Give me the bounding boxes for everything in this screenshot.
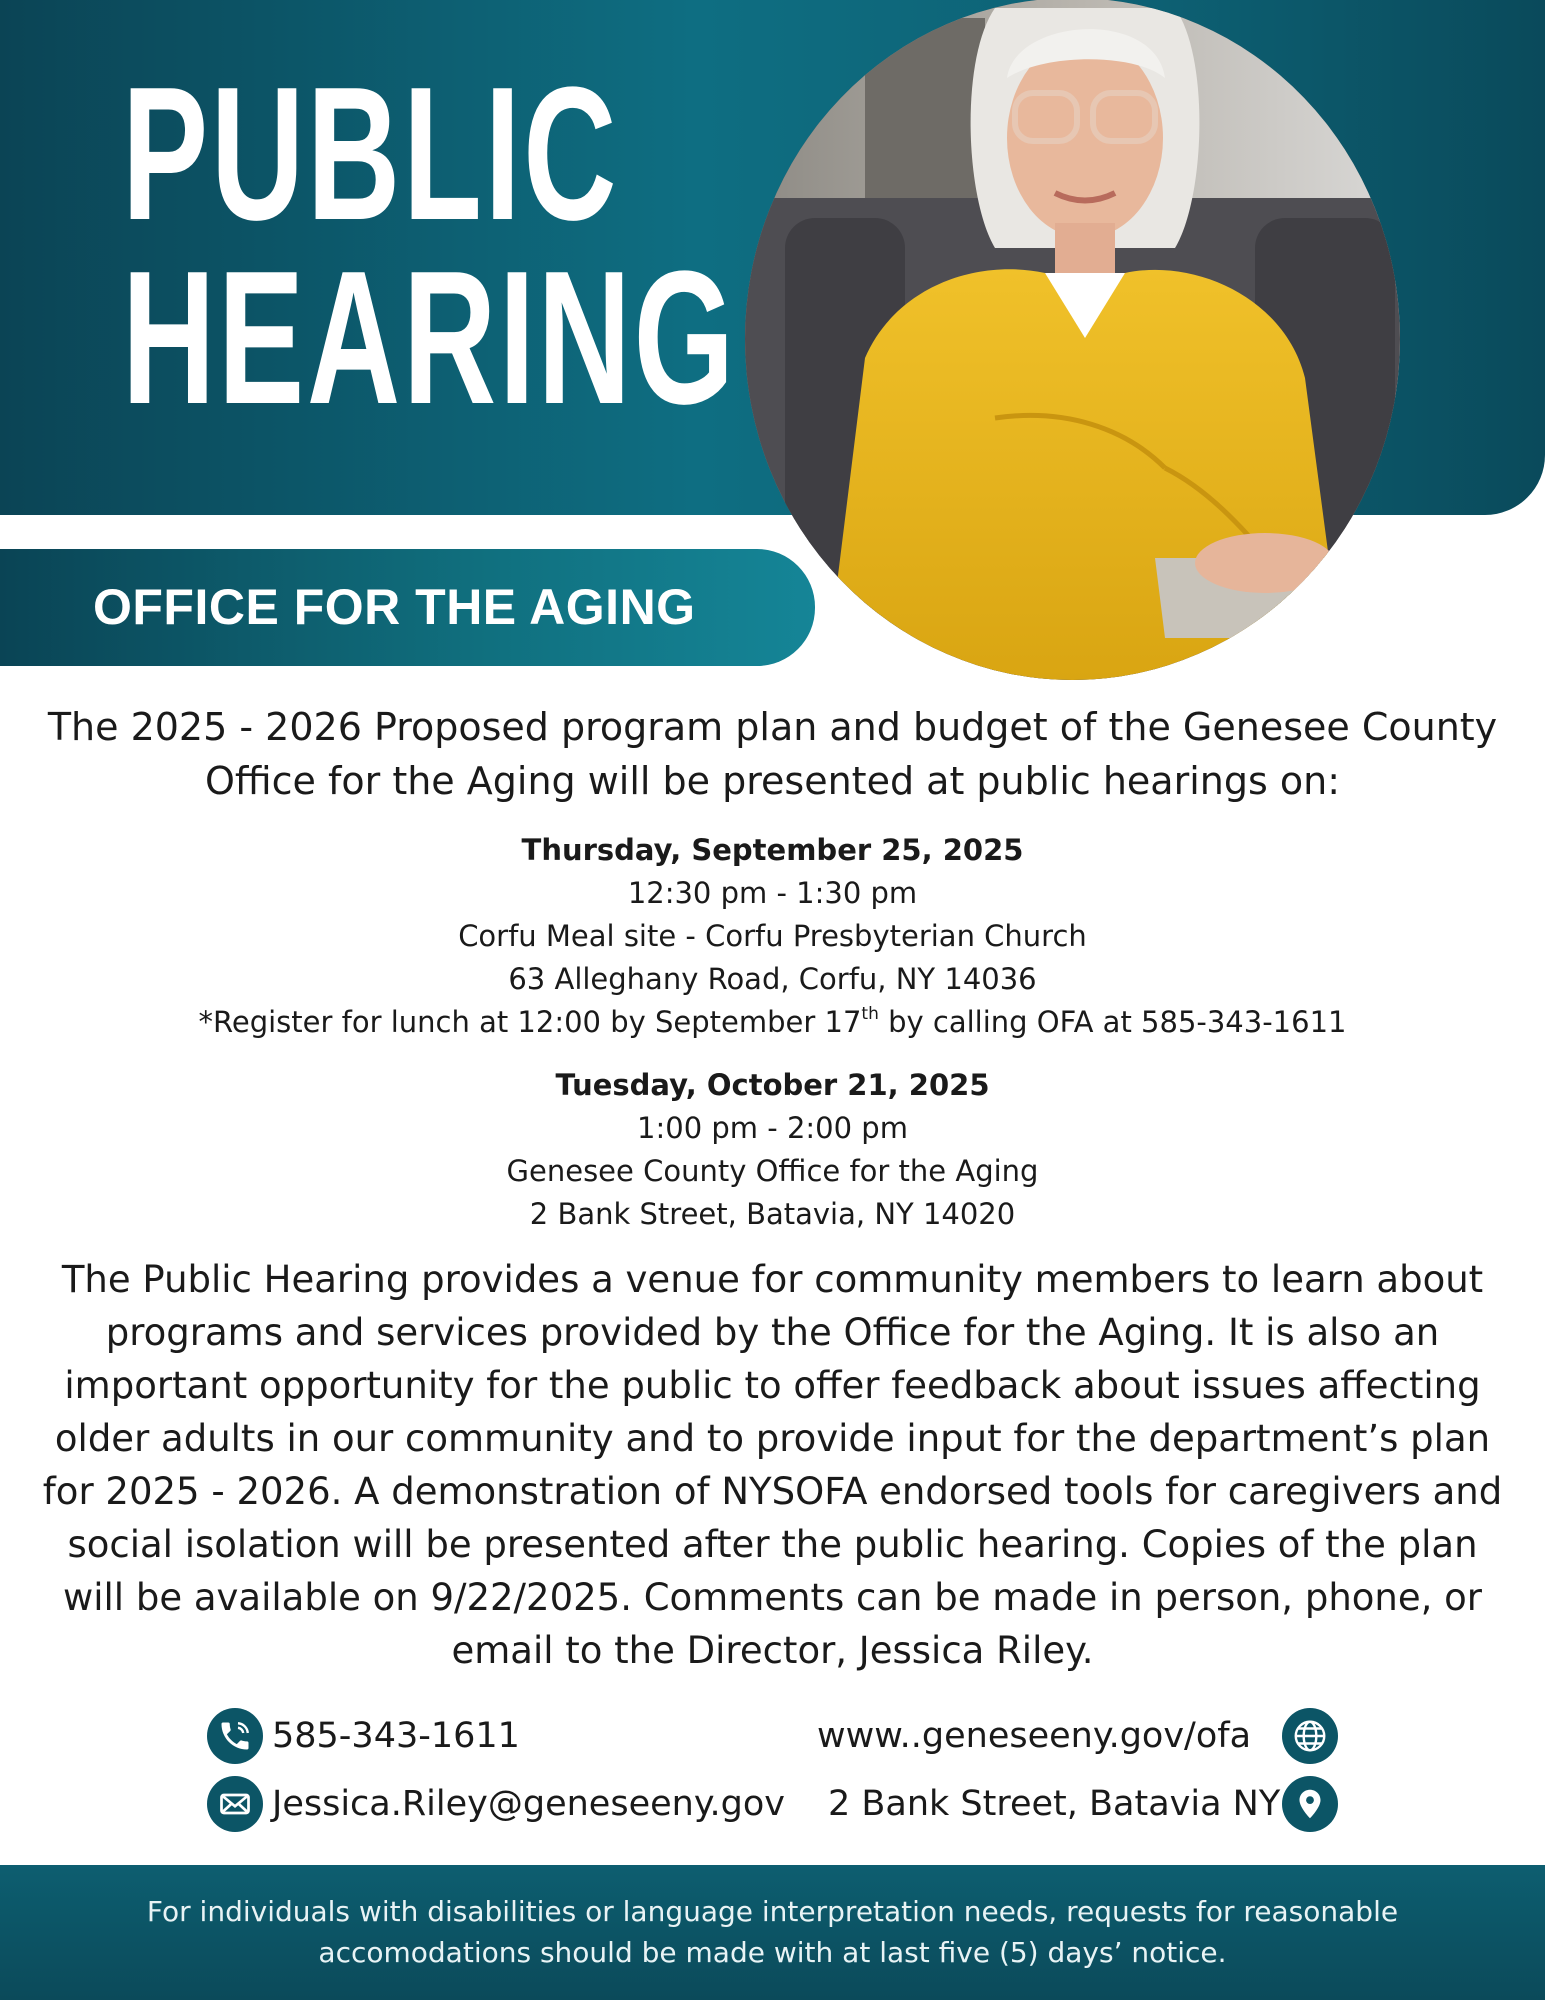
photo-illustration (745, 0, 1400, 680)
note-superscript: th (861, 1004, 879, 1025)
accessibility-notice: For individuals with disabilities or language interpretation needs, requests for reasonable accomodations should be made with at last five (5) days’ notice. (146, 1895, 1399, 1969)
title-line-hearing: HEARING (122, 232, 737, 444)
location-pin-icon (1282, 1776, 1338, 1832)
note-text-start: *Register for lunch at 12:00 by September 17 (198, 1005, 862, 1039)
contact-email-link[interactable]: Jessica.Riley@geneseeny.gov (272, 1784, 786, 1824)
event-address: 63 Alleghany Road, Corfu, NY 14036 (508, 962, 1037, 996)
phone-icon (207, 1708, 263, 1764)
footer-band (0, 1865, 1545, 2000)
office-label: OFFICE FOR THE AGING (93, 579, 696, 635)
intro-text: The 2025 - 2026 Proposed program plan and budget of the Genesee County Office for the Aging will be presented at public hearings on: (47, 705, 1498, 803)
event-address: 2 Bank Street, Batavia, NY 14020 (529, 1197, 1016, 1231)
description-text: The Public Hearing provides a venue for community members to learn about programs and services provided by the Office for the Aging. It is also an important opportunity for the public to offer feedback about issues affecting older adults in our community and to provide input for the department’s plan for 2025 - 2026. A demonstration of NYSOFA endorsed tools for caregivers and social isolation will be presented after the public hearing. Copies of the plan will be available on 9/22/2025. Comments can be made in person, phone, or email to the Director, Jessica Riley. (42, 1258, 1503, 1672)
event-time: 12:30 pm - 1:30 pm (627, 876, 918, 910)
globe-icon (1282, 1708, 1338, 1764)
hearing-event-1 (0, 829, 1545, 1044)
email-icon (207, 1776, 263, 1832)
event-date: Tuesday, October 21, 2025 (555, 1068, 990, 1102)
page-title (122, 48, 737, 444)
title-line-public: PUBLIC (122, 48, 620, 260)
hearing-event-2 (0, 1064, 1545, 1236)
contact-website-link[interactable]: www..geneseeny.gov/ofa (817, 1716, 1252, 1756)
office-banner (0, 549, 815, 666)
senior-woman-photo (745, 0, 1400, 680)
contact-phone[interactable]: 585-343-1611 (272, 1716, 520, 1756)
event-date: Thursday, September 25, 2025 (521, 833, 1024, 867)
event-location: Genesee County Office for the Aging (506, 1154, 1039, 1188)
contact-address: 2 Bank Street, Batavia NY (828, 1784, 1281, 1824)
event-location: Corfu Meal site - Corfu Presbyterian Church (458, 919, 1087, 953)
event-registration-note (0, 1001, 1545, 1044)
event-time: 1:00 pm - 2:00 pm (637, 1111, 908, 1145)
note-text-end: by calling OFA at 585-343-1611 (878, 1005, 1347, 1039)
